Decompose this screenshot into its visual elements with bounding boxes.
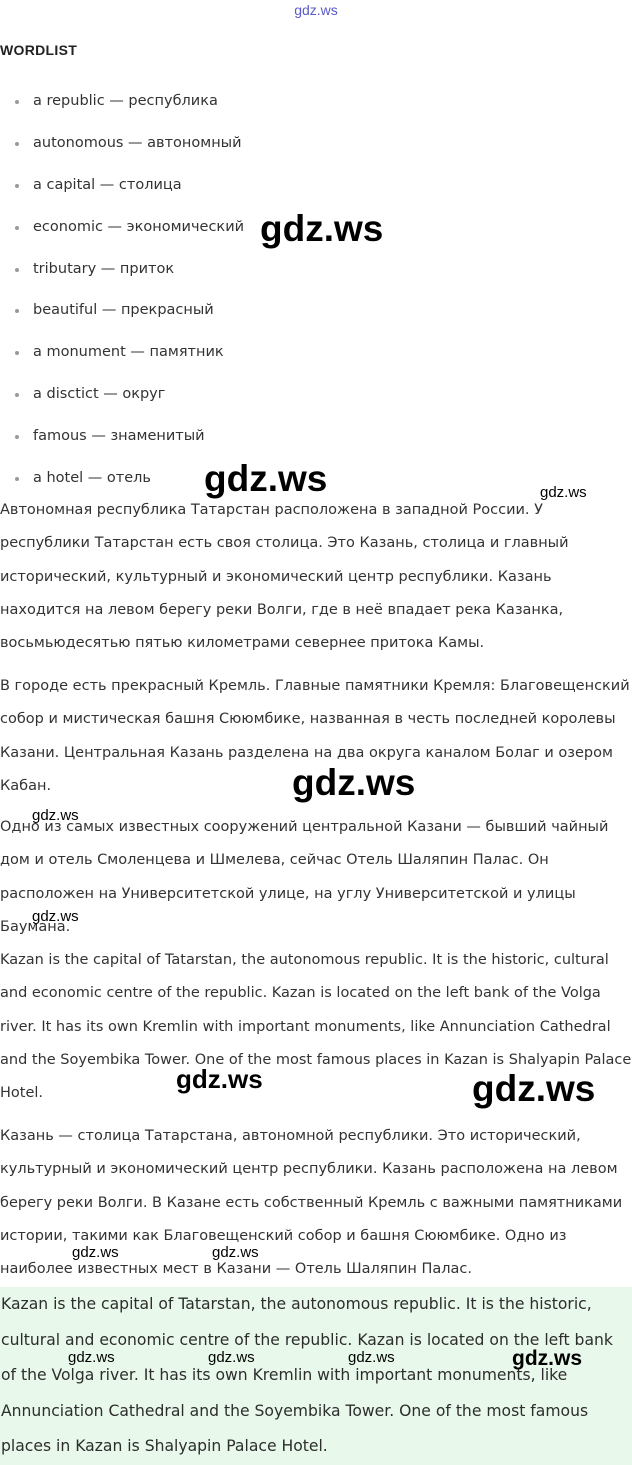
- watermark: gdz.ws: [348, 1349, 395, 1366]
- bullet-icon: [15, 268, 19, 272]
- watermark: gdz.ws: [512, 1347, 583, 1370]
- watermark: gdz.ws: [292, 762, 416, 803]
- watermark: gdz.ws: [204, 458, 328, 499]
- wordlist-item: a capital — столица: [0, 165, 244, 207]
- watermark: gdz.ws: [32, 807, 79, 824]
- bullet-icon: [15, 226, 19, 230]
- wordlist-item: beautiful — прекрасный: [0, 290, 244, 332]
- wordlist-item: a hotel — отель: [0, 458, 244, 500]
- watermark: gdz.ws: [176, 1064, 263, 1094]
- watermark: gdz.ws: [68, 1349, 115, 1366]
- wordlist-item: famous — знаменитый: [0, 416, 244, 458]
- wordlist-item: economic — экономический: [0, 207, 244, 249]
- paragraph-russian-summary: Казань — столица Татарстана, автономной республики. Это исторический, культурный и экономический центр республики. Казань расположена на левом берегу реки Волги. В Казане есть собственный Кремль с важными памятниками истории, такими как Благовещенский собор и башня Сююмбике. Одно из наиболее известных мест в Казани — Отель Шаляпин Палас.: [0, 1128, 623, 1278]
- watermark: gdz.ws: [540, 484, 587, 501]
- bullet-icon: [15, 351, 19, 355]
- wordlist: [0, 81, 244, 500]
- bullet-icon: [15, 184, 19, 188]
- wordlist-item: tributary — приток: [0, 249, 244, 291]
- bullet-icon: [15, 477, 19, 481]
- watermark: gdz.ws: [212, 1244, 259, 1261]
- watermark: gdz.ws: [208, 1349, 255, 1366]
- paragraph-russian-3: Одно из самых известных сооружений центральной Казани — бывший чайный дом и отель Смоленцева и Шмелева, сейчас Отель Шаляпин Палас. Он расположен на Университетской улице, на углу Университетской и улицы Баумана.: [0, 819, 609, 935]
- answer-text: Kazan is the capital of Tatarstan, the autonomous republic. It is the historic, cultural and economic centre of the republic. Kazan is located on the left bank of the Volga river. It has its own Kremlin with important monuments, like Annunciation Cathedral and the Soyembika Tower. One of the most famous places in Kazan is Shalyapin Palace Hotel.: [1, 1295, 613, 1455]
- paragraph-russian-1: Автономная республика Татарстан расположена в западной России. У республики Татарстан есть своя столица. Это Казань, столица и главный исторический, культурный и экономический центр республики. Казань находится на левом берегу реки Волги, где в неё впадает река Казанка, восьмьюдесятью пятью километрами севернее притока Камы.: [0, 502, 569, 652]
- bullet-icon: [15, 309, 19, 313]
- watermark: gdz.ws: [72, 1244, 119, 1261]
- wordlist-item: a disctict — округ: [0, 374, 244, 416]
- bullet-icon: [15, 100, 19, 104]
- paragraph-english-summary: Kazan is the capital of Tatarstan, the autonomous republic. It is the historic, cultural and economic centre of the republic. Kazan is located on the left bank of the Volga river. It has its own Kremlin with important monuments, like Annunciation Cathedral and the Soyembika Tower. One of the most famous places in Kazan is Shalyapin Palace Hotel.: [0, 952, 632, 1102]
- site-link[interactable]: gdz.ws: [294, 2, 338, 18]
- watermark: gdz.ws: [260, 208, 384, 249]
- watermark: gdz.ws: [32, 908, 79, 925]
- bullet-icon: [15, 393, 19, 397]
- wordlist-item: a republic — республика: [0, 81, 244, 123]
- bullet-icon: [15, 435, 19, 439]
- wordlist-item: a monument — памятник: [0, 332, 244, 374]
- wordlist-item: autonomous — автономный: [0, 123, 244, 165]
- bullet-icon: [15, 142, 19, 146]
- watermark: gdz.ws: [472, 1068, 596, 1109]
- answer-box: [0, 1287, 632, 1465]
- paragraph-russian-2: В городе есть прекрасный Кремль. Главные памятники Кремля: Благовещенский собор и мистическая башня Сююмбике, названная в честь последней королевы Казани. Центральная Казань разделена на два округа каналом Болаг и озером Кабан.: [0, 678, 630, 794]
- wordlist-heading: WORDLIST: [0, 42, 78, 58]
